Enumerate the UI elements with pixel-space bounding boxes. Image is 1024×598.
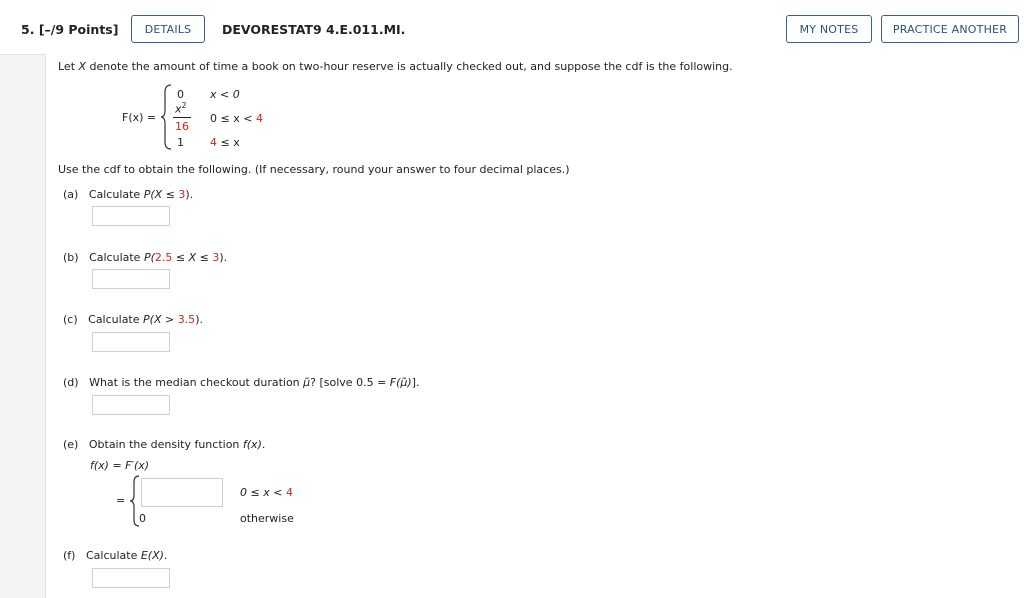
instruction-text: Use the cdf to obtain the following. (If necessary, round your answer to four decimal places.) bbox=[58, 163, 570, 176]
part-e-equals: = bbox=[116, 494, 126, 507]
cdf-label: F(x) = bbox=[122, 111, 157, 124]
part-b-label: (b) bbox=[63, 251, 79, 264]
part-f-label: (f) bbox=[63, 549, 76, 562]
part-d-fexpr: F(μ̃) bbox=[389, 376, 412, 389]
part-e-condition1 bbox=[240, 486, 293, 499]
part-f-expr: E(X) bbox=[140, 549, 164, 562]
part-e-condition1-number: 4 bbox=[285, 486, 293, 499]
case1-value: 0 bbox=[177, 88, 184, 101]
part-f-answer-input[interactable] bbox=[92, 568, 170, 588]
numerator-exponent: 2 bbox=[181, 101, 187, 110]
part-e-condition1-text: 0 ≤ x < bbox=[240, 486, 286, 499]
part-a-prompt bbox=[63, 188, 193, 201]
case1-condition: x < 0 bbox=[210, 88, 240, 101]
intro-text-post: denote the amount of time a book on two-hour reserve is actually checked out, and suppose the cdf is the following. bbox=[86, 60, 733, 73]
case2-condition-number: 4 bbox=[255, 112, 263, 125]
part-c-answer-input[interactable] bbox=[92, 332, 170, 352]
case3-condition bbox=[210, 136, 240, 149]
part-f-prompt bbox=[63, 549, 167, 562]
part-c-text: Calculate bbox=[88, 313, 144, 326]
part-f-text: Calculate bbox=[85, 549, 141, 562]
case2-denominator: 16 bbox=[175, 120, 189, 133]
part-d-median-symbol: μ̃ bbox=[303, 376, 311, 389]
part-d-solve-text: ? [solve 0.5 = bbox=[310, 376, 390, 389]
part-e-text: Obtain the density function bbox=[88, 438, 243, 451]
points-text: [–/9 Points] bbox=[38, 22, 119, 37]
question-number-text: 5. bbox=[21, 22, 35, 37]
part-d-prompt bbox=[63, 376, 420, 389]
part-b-number2: 3 bbox=[212, 251, 220, 264]
fraction-bar bbox=[173, 117, 191, 118]
part-a-label: (a) bbox=[63, 188, 79, 201]
practice-another-button[interactable]: PRACTICE ANOTHER bbox=[881, 15, 1019, 43]
question-header bbox=[0, 0, 1024, 55]
question-content bbox=[45, 54, 1024, 598]
part-b-answer-input[interactable] bbox=[92, 269, 170, 289]
my-notes-button[interactable]: MY NOTES bbox=[786, 15, 872, 43]
part-a-text: Calculate bbox=[88, 188, 144, 201]
case2-numerator bbox=[175, 101, 187, 116]
case3-value: 1 bbox=[177, 136, 184, 149]
details-button[interactable]: DETAILS bbox=[131, 15, 205, 43]
part-d-text: What is the median checkout duration bbox=[89, 376, 304, 389]
part-b-text: Calculate bbox=[89, 251, 144, 264]
part-f-end: . bbox=[163, 549, 168, 562]
part-e-fx: f(x) bbox=[242, 438, 262, 451]
part-c-expr: P(X > bbox=[143, 313, 178, 326]
part-c-number: 3.5 bbox=[177, 313, 196, 326]
part-b-prompt bbox=[63, 251, 227, 264]
cdf-brace bbox=[161, 84, 173, 150]
problem-intro bbox=[58, 60, 733, 73]
case3-condition-number: 4 bbox=[210, 136, 217, 149]
part-c-prompt bbox=[63, 313, 203, 326]
assignment-id: DEVORESTAT9 4.E.011.MI. bbox=[222, 22, 406, 37]
case2-condition bbox=[210, 112, 263, 125]
numerator-var: x bbox=[175, 102, 182, 116]
part-d-end: ]. bbox=[411, 376, 420, 389]
case3-condition-text: ≤ x bbox=[217, 136, 240, 149]
case2-condition-text: 0 ≤ x < bbox=[210, 112, 256, 125]
intro-variable: X bbox=[78, 60, 87, 73]
part-b-expr: P( bbox=[143, 251, 155, 264]
part-b-mid: ≤ X ≤ bbox=[172, 251, 213, 264]
intro-text-pre: Let bbox=[58, 60, 79, 73]
part-a-answer-input[interactable] bbox=[92, 206, 170, 226]
part-e-derivative: f(x) = F′(x) bbox=[90, 459, 150, 472]
part-e-density-input[interactable] bbox=[141, 478, 223, 507]
part-a-end: ). bbox=[185, 188, 194, 201]
part-e-end: . bbox=[261, 438, 266, 451]
part-d-answer-input[interactable] bbox=[92, 395, 170, 415]
part-e-label: (e) bbox=[63, 438, 79, 451]
part-b-end: ). bbox=[219, 251, 228, 264]
part-c-label: (c) bbox=[63, 313, 78, 326]
part-e-zero: 0 bbox=[139, 512, 146, 525]
part-e-otherwise: otherwise bbox=[240, 512, 294, 525]
part-a-number: 3 bbox=[178, 188, 186, 201]
part-a-expr: P(X ≤ bbox=[143, 188, 179, 201]
part-d-label: (d) bbox=[63, 376, 79, 389]
part-e-prompt bbox=[63, 438, 265, 451]
part-b-number1: 2.5 bbox=[154, 251, 173, 264]
part-c-end: ). bbox=[195, 313, 203, 326]
question-number bbox=[21, 22, 118, 37]
